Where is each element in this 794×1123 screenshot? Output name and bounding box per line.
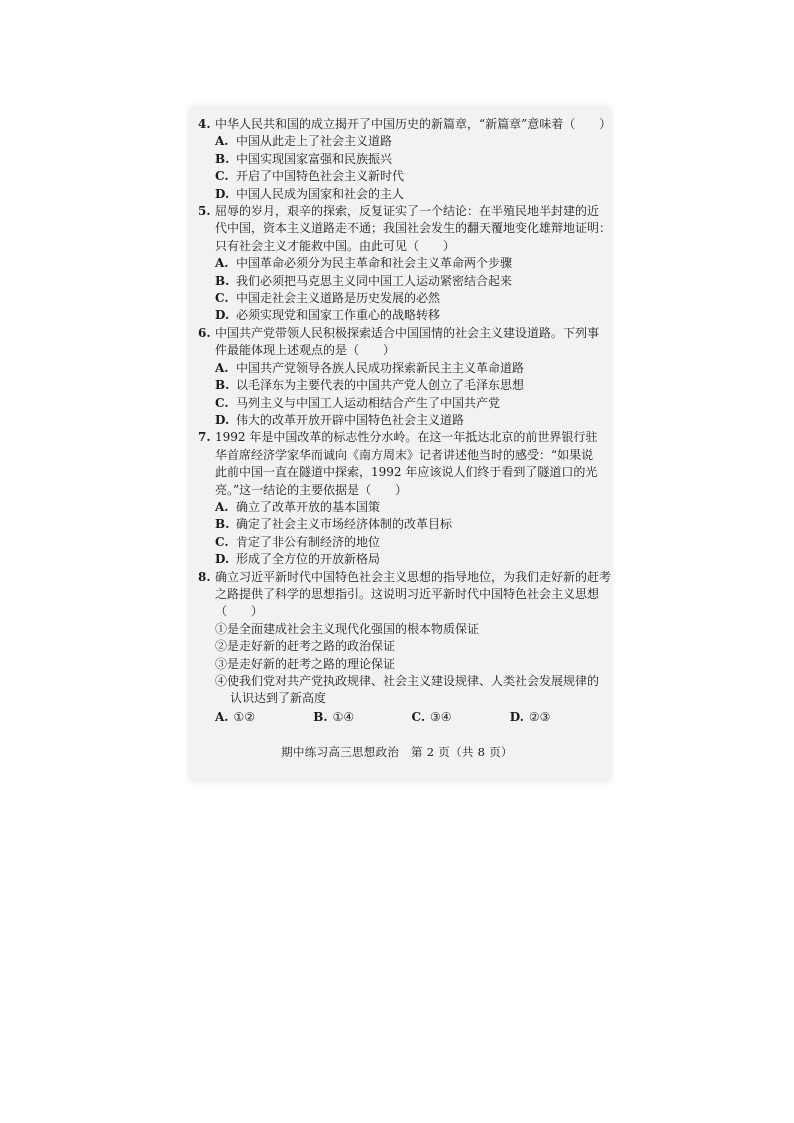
- question-text: 只有社会主义才能救中国。由此可见（ ）: [215, 238, 456, 253]
- question-4: [198, 116, 612, 203]
- option-letter: B.: [215, 378, 230, 393]
- option-d: [198, 307, 608, 324]
- question-stem: [198, 116, 612, 133]
- question-number: 8.: [198, 569, 211, 584]
- question-sheet: [198, 116, 612, 726]
- question-number: 4.: [198, 117, 211, 131]
- question-8: [198, 569, 612, 727]
- option-b: [198, 273, 608, 290]
- question-text: 代中国，资本主义道路走不通；我国社会发生的翻天覆地变化雄辩地证明：: [215, 221, 612, 236]
- option-d: [198, 186, 608, 203]
- choice-d: [510, 709, 608, 726]
- question-text: 中华人民共和国的成立揭开了中国历史的新篇章，“新篇章”意味着（ ）: [215, 117, 612, 131]
- question-stem: [198, 203, 608, 220]
- question-text: 华首席经济学家华而诚向《南方周末》记者讲述他当时的感受：“如果说: [215, 447, 594, 462]
- question-number: 6.: [198, 325, 211, 340]
- choice-letter: D.: [509, 709, 524, 724]
- option-text: 确定了社会主义市场经济体制的改革目标: [236, 517, 453, 532]
- option-text: 确立了改革开放的基本国策: [236, 499, 381, 514]
- question-text: 亮。”这一结论的主要依据是（ ）: [215, 482, 408, 497]
- option-text: 中国革命必须分为民主革命和社会主义革命两个步骤: [236, 256, 513, 271]
- option-letter: A.: [215, 499, 229, 514]
- option-c: [198, 290, 608, 307]
- choice-a: [215, 709, 313, 726]
- question-number: 7.: [198, 430, 211, 445]
- option-letter: B.: [215, 517, 230, 532]
- choice-text: ①②: [233, 709, 256, 724]
- option-text: 肯定了非公有制经济的地位: [236, 534, 381, 549]
- option-letter: B.: [215, 273, 230, 288]
- option-text: 开启了中国特色社会主义新时代: [236, 169, 405, 184]
- option-text: 形成了全方位的开放新格局: [236, 552, 381, 567]
- statement-4-continued: 认识达到了新高度: [230, 691, 327, 706]
- option-a: [198, 133, 608, 150]
- option-c: [198, 395, 608, 412]
- question-text: 件最能体现上述观点的是（ ）: [215, 343, 396, 358]
- option-text: 中国走社会主义道路是历史发展的必然: [236, 291, 441, 306]
- choice-row: [198, 709, 608, 726]
- option-a: [198, 360, 608, 377]
- question-text: 此前中国一直在隧道中探索，1992 年应该说人们终于看到了隧道口的光: [215, 465, 598, 480]
- option-b: [198, 377, 608, 394]
- choice-letter: A.: [215, 709, 229, 724]
- statement-1: ①是全面建成社会主义现代化强国的根本物质保证: [215, 621, 480, 636]
- option-letter: A.: [215, 134, 229, 149]
- option-letter: B.: [215, 151, 230, 166]
- question-text: （ ）: [215, 604, 264, 619]
- option-text: 以毛泽东为主要代表的中国共产党人创立了毛泽东思想: [236, 378, 525, 393]
- page-footer: 期中练习高三思想政治 第 2 页（共 8 页）: [281, 745, 513, 759]
- question-text: 确立习近平新时代中国特色社会主义思想的指导地位，为我们走好新的赶考: [215, 569, 612, 584]
- question-5: [198, 203, 612, 325]
- option-a: [198, 499, 608, 516]
- option-text: 中国共产党领导各族人民成功探索新民主主义革命道路: [236, 360, 525, 375]
- option-letter: A.: [215, 256, 229, 271]
- option-letter: D.: [215, 552, 230, 567]
- option-text: 我们必须把马克思主义同中国工人运动紧密结合起来: [236, 273, 513, 288]
- choice-text: ③④: [430, 709, 452, 724]
- option-letter: C.: [215, 534, 229, 549]
- question-number: 5.: [198, 204, 211, 219]
- statement-4: ④使我们党对共产党执政规律、社会主义建设规律、人类社会发展规律的: [215, 674, 600, 688]
- choice-b: [313, 709, 411, 726]
- option-text: 中国人民成为国家和社会的主人: [236, 186, 405, 201]
- question-stem: [198, 325, 608, 342]
- choice-c: [412, 709, 510, 726]
- option-letter: C.: [215, 169, 229, 184]
- option-letter: C.: [215, 291, 229, 306]
- option-d: [198, 412, 608, 429]
- question-text: 之路提供了科学的思想指引。这说明习近平新时代中国特色社会主义思想: [215, 586, 600, 601]
- option-text: 中国从此走上了社会主义道路: [236, 134, 393, 149]
- option-c: [198, 534, 608, 551]
- option-letter: D.: [215, 186, 230, 201]
- option-letter: C.: [215, 395, 229, 410]
- option-letter: A.: [215, 360, 229, 375]
- question-6: [198, 325, 608, 429]
- question-text: 1992 年是中国改革的标志性分水岭。在这一年抵达北京的前世界银行驻: [215, 430, 598, 445]
- option-text: 必须实现党和国家工作重心的战略转移: [236, 308, 441, 323]
- option-b: [198, 151, 608, 168]
- statement-3: ③是走好新的赶考之路的理论保证: [215, 656, 396, 671]
- question-text: 中国共产党带领人民积极探索适合中国国情的社会主义建设道路。下列事: [215, 325, 600, 340]
- choice-text: ②③: [528, 709, 551, 724]
- option-letter: D.: [215, 412, 230, 427]
- option-text: 伟大的改革开放开辟中国特色社会主义道路: [236, 412, 465, 427]
- question-7: [198, 429, 608, 568]
- option-letter: D.: [215, 308, 230, 323]
- choice-letter: C.: [411, 709, 426, 724]
- question-stem: [198, 569, 612, 586]
- option-b: [198, 516, 608, 533]
- statement-2: ②是走好新的赶考之路的政治保证: [215, 639, 396, 654]
- question-stem: [198, 429, 608, 446]
- option-d: [198, 551, 608, 568]
- choice-letter: B.: [313, 709, 328, 724]
- option-text: 马列主义与中国工人运动相结合产生了中国共产党: [236, 395, 501, 410]
- option-text: 中国实现国家富强和民族振兴: [236, 151, 393, 166]
- option-a: [198, 255, 608, 272]
- question-text: 屈辱的岁月，艰辛的探索，反复证实了一个结论：在半殖民地半封建的近: [215, 204, 600, 219]
- choice-text: ①④: [332, 709, 355, 724]
- option-c: [198, 168, 608, 185]
